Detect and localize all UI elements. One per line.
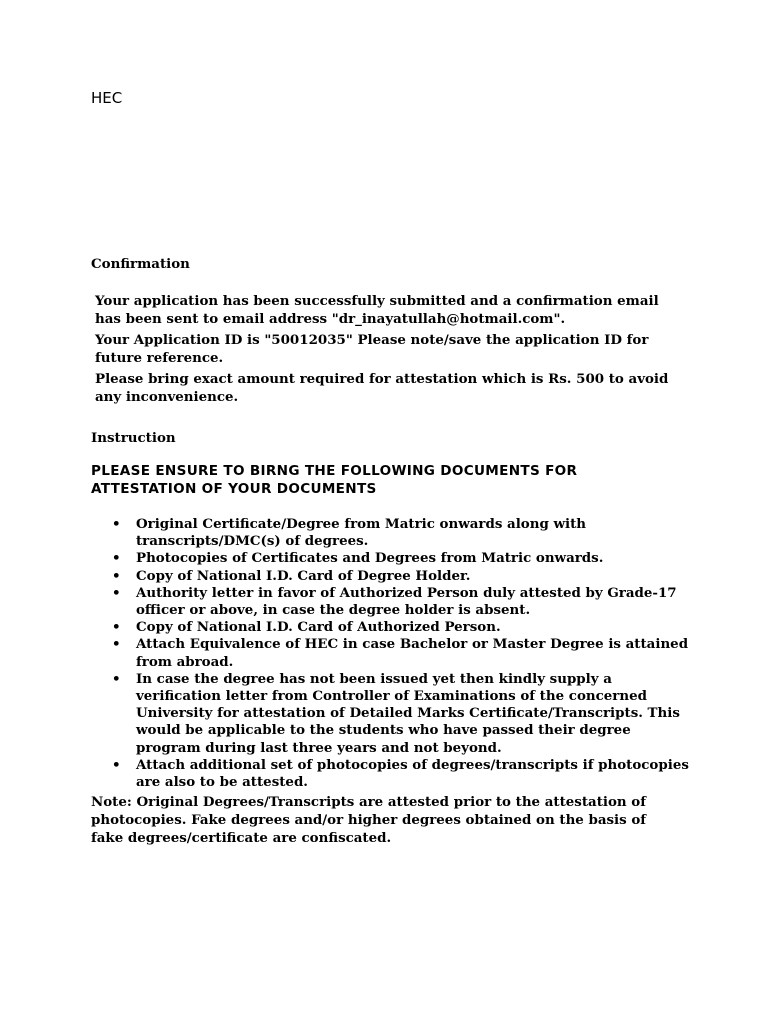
bullet-icon: • xyxy=(112,567,121,584)
bullet-icon: • xyxy=(112,636,121,653)
confirmation-message-block xyxy=(95,293,685,410)
attestation-note: Note: Original Degrees/Transcripts are attested prior to the attestation of photocopies. Fake degrees and/or higher degrees obtained on the basis of fake degrees/certificate are confiscated. xyxy=(91,794,647,846)
list-item xyxy=(112,516,692,550)
list-item-text: In case the degree has not been issued yet then kindly supply a verification letter from Controller of Examinations of the concerned University for attestation of Detailed Marks Certificate/Transcripts. This would be applicable to the students who have passed their degree program during last three years and not beyond. xyxy=(136,670,680,756)
bullet-icon: • xyxy=(112,584,121,601)
list-item-text: Copy of National I.D. Card of Authorized Person. xyxy=(136,619,501,636)
list-item-text: Copy of National I.D. Card of Degree Holder. xyxy=(136,567,471,584)
page-title: HEC xyxy=(91,89,123,107)
list-item-text: Attach Equivalence of HEC in case Bachelor or Master Degree is attained from abroad. xyxy=(136,636,689,670)
instruction-heading: Instruction xyxy=(91,430,176,446)
application-id-text: Your Application ID is "50012035" Please note/save the application ID for future reference. xyxy=(95,332,649,366)
list-item xyxy=(112,568,692,585)
list-item xyxy=(112,671,692,757)
attestation-fee-text: Please bring exact amount required for attestation which is Rs. 500 to avoid any inconvenience. xyxy=(95,371,669,405)
list-item-text: Photocopies of Certificates and Degrees from Matric onwards. xyxy=(136,550,604,567)
list-item-text: Attach additional set of photocopies of degrees/transcripts if photocopies are also to be attested. xyxy=(136,756,689,791)
list-item xyxy=(112,619,692,636)
confirmation-submitted-text: Your application has been successfully submitted and a confirmation email has been sent to email address "dr_inayatullah@hotmail.com". xyxy=(95,293,659,327)
required-documents-list xyxy=(112,516,692,791)
bullet-icon: • xyxy=(112,756,121,773)
list-item xyxy=(112,585,692,619)
confirmation-heading: Confirmation xyxy=(91,256,190,272)
list-item-text: Authority letter in favor of Authorized Person duly attested by Grade-17 officer or above, in case the degree holder is absent. xyxy=(136,584,677,619)
bullet-icon: • xyxy=(112,670,121,687)
bullet-icon: • xyxy=(112,619,121,636)
bullet-icon: • xyxy=(112,550,121,567)
list-item-text: Original Certificate/Degree from Matric onwards along with transcripts/DMC(s) of degrees. xyxy=(136,516,587,550)
documents-required-heading: PLEASE ENSURE TO BIRNG THE FOLLOWING DOCUMENTS FOR ATTESTATION OF YOUR DOCUMENTS xyxy=(91,463,578,497)
list-item xyxy=(112,636,692,670)
bullet-icon: • xyxy=(112,516,121,532)
list-item xyxy=(112,550,692,567)
list-item xyxy=(112,757,692,791)
